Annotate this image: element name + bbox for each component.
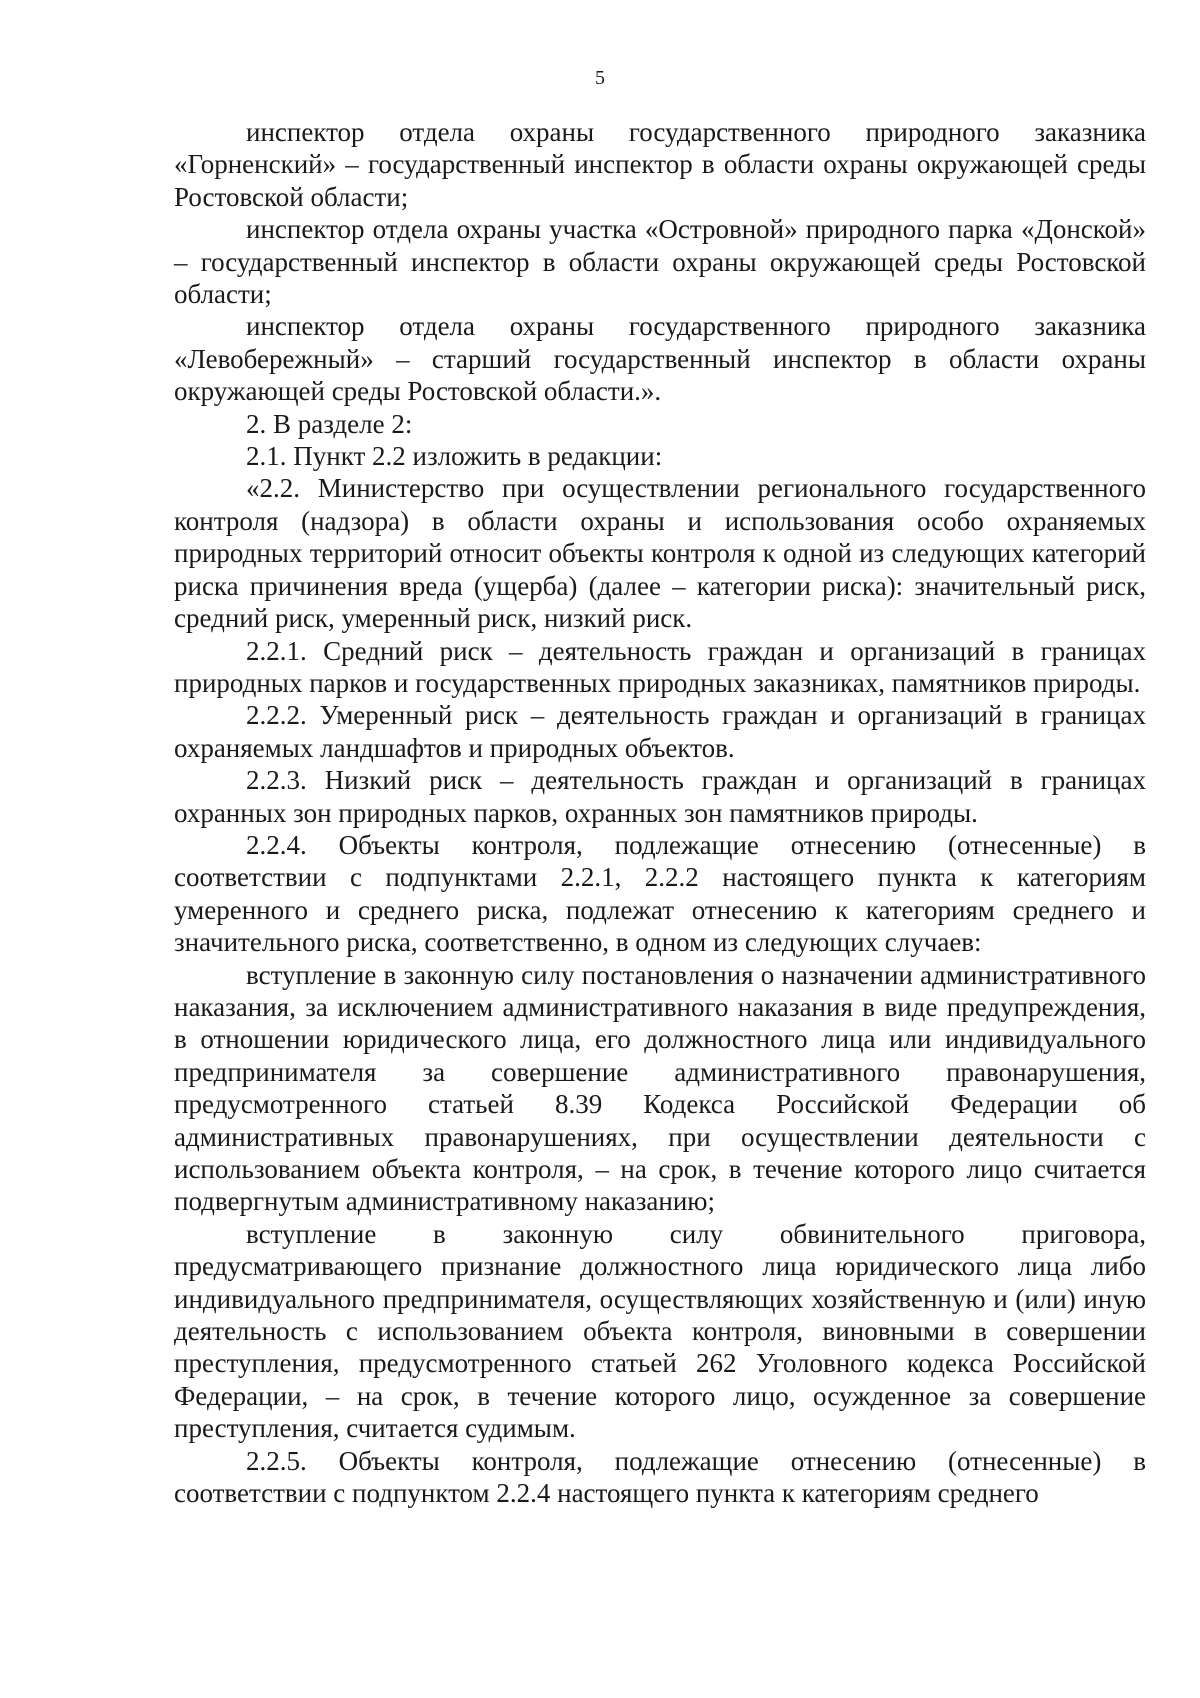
paragraph-section-2: 2. В разделе 2: [246,408,413,439]
paragraph-item-2-2-3: 2.2.3. Низкий риск – деятельность граждан и организаций в границах охранных зон природных парков, охранных зон памятников природы. [174,765,1146,828]
paragraph-inspector-gornensky: инспектор отдела охраны государственного природного заказника «Горненский» – государственный инспектор в области охраны окружающей среды Ростовской области; [174,117,1146,212]
paragraph-item-2-2-1: 2.2.1. Средний риск – деятельность граждан и организаций в границах природных парков и государственных природных заказниках, памятников природы. [174,635,1146,698]
paragraph-inspector-levoberezhny: инспектор отдела охраны государственного природного заказника «Левобережный» – старший государственный инспектор в области охраны окружающей среды Ростовской области.». [174,311,1146,407]
page-number: 5 [595,67,605,89]
paragraph-item-2-1: 2.1. Пункт 2.2 изложить в редакции: [246,441,663,472]
paragraph-item-2-2-2: 2.2.2. Умеренный риск – деятельность граждан и организаций в границах охраняемых ландшафтов и природных объектов. [174,700,1146,763]
paragraph-item-2-2-4: 2.2.4. Объекты контроля, подлежащие отнесению (отнесенные) в соответствии с подпунктами 2.2.1, 2.2.2 настоящего пункта к категориям умеренного и среднего риска, подлежат отнесению к категориям среднего и значительного риска, соответственно, в одном из следующих случаев: [174,829,1146,958]
paragraph-item-2-2: «2.2. Министерство при осуществлении регионального государственного контроля (надзора) в области охраны и использования особо охраняемых природных территорий относит объекты контроля к одной из следующих категорий риска причинения вреда (ущерба) (далее – категории риска): значительный риск, средний риск, умеренный риск, низкий риск. [174,473,1146,634]
paragraph-case-criminal: вступление в законную силу обвинительного приговора, предусматривающего признание должностного лица юридического лица либо индивидуального предпринимателя, осуществляющих хозяйственную и (или) иную деятельность с использованием объекта контроля, виновными в совершении преступления, предусмотренного статьей 262 Уголовного кодекса Российской Федерации, – на срок, в течение которого лицо, осужденное за совершение преступления, считается судимым. [174,1218,1146,1444]
paragraph-item-2-2-5: 2.2.5. Объекты контроля, подлежащие отнесению (отнесенные) в соответствии с подпунктом 2.2.4 настоящего пункта к категориям среднего [174,1445,1146,1509]
document-body [174,116,1146,1509]
paragraph-case-administrative: вступление в законную силу постановления о назначении административного наказания, за исключением административного наказания в виде предупреждения, в отношении юридического лица, его должностного лица или индивидуального предпринимателя за совершение административного правонарушения, предусмотренного статьей 8.39 Кодекса Российской Федерации об административных правонарушениях, при осуществлении деятельности с использованием объекта контроля, – на срок, в течение которого лицо считается подвергнутым административному наказанию; [174,959,1146,1217]
paragraph-inspector-ostrovnoy: инспектор отдела охраны участка «Островной» природного парка «Донской» – государственный инспектор в области охраны окружающей среды Ростовской области; [174,214,1146,310]
